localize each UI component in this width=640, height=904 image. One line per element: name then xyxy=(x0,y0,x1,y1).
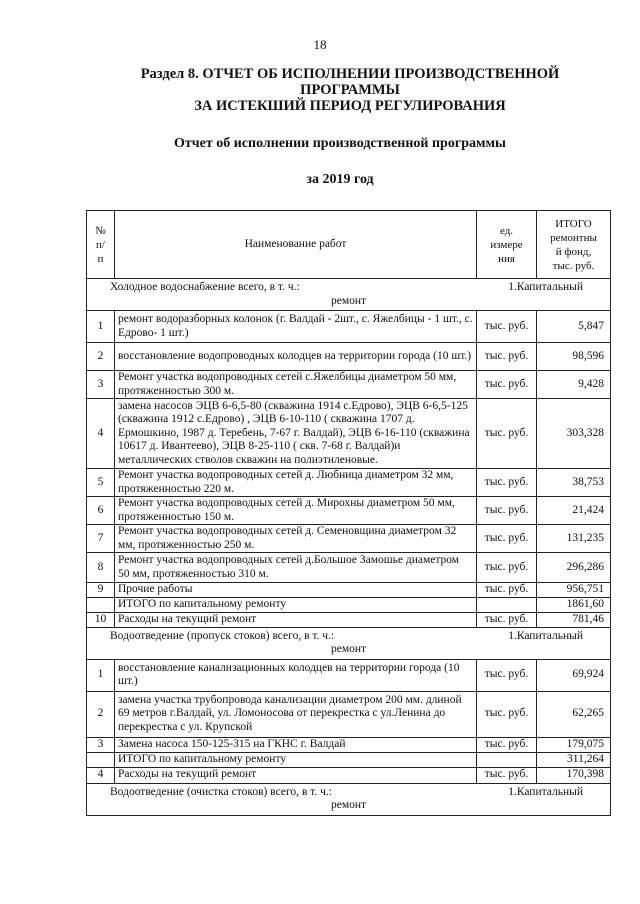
section-title xyxy=(60,66,640,114)
table-row xyxy=(87,613,611,628)
section-name: Водоотведение (очистка стоков) всего, в т. ч.: xyxy=(110,785,332,798)
row-number: 6 xyxy=(87,497,115,525)
row-name: Ремонт участка водопроводных сетей с.Яжелбицы диаметром 50 мм, протяженностью 300 м. xyxy=(115,371,477,399)
table-row xyxy=(87,752,611,767)
row-name: Прочие работы xyxy=(115,583,477,598)
row-unit: тыс. руб. xyxy=(477,469,537,497)
section-title-line: ПРОГРАММЫ xyxy=(300,82,400,98)
section-header-cell xyxy=(87,783,611,815)
row-number: 1 xyxy=(87,659,115,691)
table-row xyxy=(87,311,611,343)
row-value: 62,265 xyxy=(537,691,611,737)
row-name: ИТОГО по капитальному ремонту xyxy=(115,752,477,767)
row-value: 303,328 xyxy=(537,399,611,469)
row-number: 8 xyxy=(87,553,115,583)
row-name: замена насосов ЭЦВ 6-6,5-80 (скважина 1914 с.Едрово), ЭЦВ 6-6,5-125 (скважина 1912 с.Едрово) , ЭЦВ 6-10-110 ( скважина 1707 д. Ермошкино, 1987 д. Теребень, 7-67 г. Валдай), ЭЦВ 6-16-110 (скважина 10617 д. Ивантеево), ЭЦВ 8-25-110 ( скв. 7-68 г. Валдай)и металлических стволов скважин на полиэтиленовые. xyxy=(115,399,477,469)
row-unit: тыс. руб. xyxy=(477,311,537,343)
table-row xyxy=(87,737,611,752)
row-number: 7 xyxy=(87,525,115,553)
report-year: за 2019 год xyxy=(306,172,374,187)
section-category-tail: ремонт xyxy=(330,643,367,655)
row-name: восстановление водопроводных колодцев на территории города (10 шт.) xyxy=(115,343,477,371)
row-number: 5 xyxy=(87,469,115,497)
section-header-cell xyxy=(87,279,611,311)
table-row xyxy=(87,343,611,371)
row-name: ИТОГО по капитальному ремонту xyxy=(115,598,477,613)
section-category-tail: ремонт xyxy=(330,799,367,811)
header-unit: ед. измере ния xyxy=(477,211,537,279)
row-unit xyxy=(477,752,537,767)
section-header-row xyxy=(87,783,611,815)
row-value: 956,751 xyxy=(537,583,611,598)
table-row xyxy=(87,583,611,598)
section-title-line: ЗА ИСТЕКШИЙ ПЕРИОД РЕГУЛИРОВАНИЯ xyxy=(194,98,506,114)
row-number xyxy=(87,752,115,767)
section-name: Холодное водоснабжение всего, в т. ч.: xyxy=(110,281,300,293)
row-value: 21,424 xyxy=(537,497,611,525)
row-name: замена участка трубопровода канализации диаметром 200 мм. длиной 69 метров г.Валдай, ул. Ломоносова от перекрестка с ул.Ленина до перекрестка с ул. Крупской xyxy=(115,691,477,737)
row-unit: тыс. руб. xyxy=(477,399,537,469)
row-unit: тыс. руб. xyxy=(477,659,537,691)
row-value: 311,264 xyxy=(537,752,611,767)
table-row xyxy=(87,371,611,399)
table-row xyxy=(87,598,611,613)
row-value: 131,235 xyxy=(537,525,611,553)
row-number: 3 xyxy=(87,737,115,752)
section-name: Водоотведение (пропуск стоков) всего, в т. ч.: xyxy=(110,629,335,642)
row-number: 3 xyxy=(87,371,115,399)
section-title-line: Раздел 8. ОТЧЕТ ОБ ИСПОЛНЕНИИ ПРОИЗВОДСТВЕННОЙ xyxy=(140,66,560,82)
row-unit: тыс. руб. xyxy=(477,583,537,598)
section-header-row xyxy=(87,627,611,659)
row-name: восстановление канализационных колодцев на территории города (10 шт.) xyxy=(115,659,477,691)
section-header-cell xyxy=(87,627,611,659)
row-value: 38,753 xyxy=(537,469,611,497)
row-name: Расходы на текущий ремонт xyxy=(115,613,477,628)
table-row xyxy=(87,469,611,497)
row-unit: тыс. руб. xyxy=(477,767,537,783)
table-row xyxy=(87,553,611,583)
row-number: 2 xyxy=(87,343,115,371)
row-name: Ремонт участка водопроводных сетей д. Семеновщина диаметром 32 мм, протяженностью 250 м. xyxy=(115,525,477,553)
row-value: 781,46 xyxy=(537,613,611,628)
row-unit: тыс. руб. xyxy=(477,737,537,752)
report-table xyxy=(86,210,611,816)
table-row xyxy=(87,691,611,737)
report-title: Отчет об исполнении производственной программы xyxy=(173,136,506,151)
row-value: 296,286 xyxy=(537,553,611,583)
row-value: 98,596 xyxy=(537,343,611,371)
row-number: 9 xyxy=(87,583,115,598)
row-value: 69,924 xyxy=(537,659,611,691)
row-number: 4 xyxy=(87,767,115,783)
section-category-tail: ремонт xyxy=(330,294,367,307)
row-name: Ремонт участка водопроводных сетей д. Мирохны диаметром 50 мм, протяженностью 150 м. xyxy=(115,497,477,525)
section-header-row xyxy=(87,279,611,311)
table-row xyxy=(87,767,611,783)
section-category: 1.Капитальный xyxy=(508,281,583,293)
table-row xyxy=(87,659,611,691)
row-value: 1861,60 xyxy=(537,598,611,613)
row-number: 2 xyxy=(87,691,115,737)
row-unit: тыс. руб. xyxy=(477,371,537,399)
row-name: Расходы на текущий ремонт xyxy=(115,767,477,783)
row-unit: тыс. руб. xyxy=(477,613,537,628)
row-value: 170,398 xyxy=(537,767,611,783)
row-number: 1 xyxy=(87,311,115,343)
row-number xyxy=(87,598,115,613)
table-row xyxy=(87,525,611,553)
row-name: Замена насоса 150-125-315 на ГКНС г. Валдай xyxy=(115,737,477,752)
page-number: 18 xyxy=(313,37,327,52)
row-value: 9,428 xyxy=(537,371,611,399)
row-name: Ремонт участка водопроводных сетей д.Большое Замошье диаметром 50 мм, протяженностью 310 м. xyxy=(115,553,477,583)
section-category: 1.Капитальный xyxy=(508,629,583,642)
row-value: 179,075 xyxy=(537,737,611,752)
row-unit: тыс. руб. xyxy=(477,553,537,583)
table-body xyxy=(87,279,611,816)
header-name: Наименование работ xyxy=(115,211,477,279)
row-number: 10 xyxy=(87,613,115,628)
row-value: 5,847 xyxy=(537,311,611,343)
row-number: 4 xyxy=(87,399,115,469)
header-num: № п/ п xyxy=(87,211,115,279)
header-total: ИТОГО ремонтны й фонд, тыс. руб. xyxy=(537,211,611,279)
row-name: ремонт водоразборных колонок (г. Валдай - 2шт., с. Яжелбицы - 1 шт., с. Едрово- 1 шт.) xyxy=(115,311,477,343)
table-row xyxy=(87,497,611,525)
row-name: Ремонт участка водопроводных сетей д. Любница диаметром 32 мм, протяженностью 220 м. xyxy=(115,469,477,497)
row-unit: тыс. руб. xyxy=(477,343,537,371)
table-row xyxy=(87,399,611,469)
row-unit: тыс. руб. xyxy=(477,691,537,737)
section-category: 1.Капитальный xyxy=(508,785,583,798)
row-unit: тыс. руб. xyxy=(477,497,537,525)
row-unit: тыс. руб. xyxy=(477,525,537,553)
table-header-row xyxy=(87,211,611,279)
row-unit xyxy=(477,598,537,613)
